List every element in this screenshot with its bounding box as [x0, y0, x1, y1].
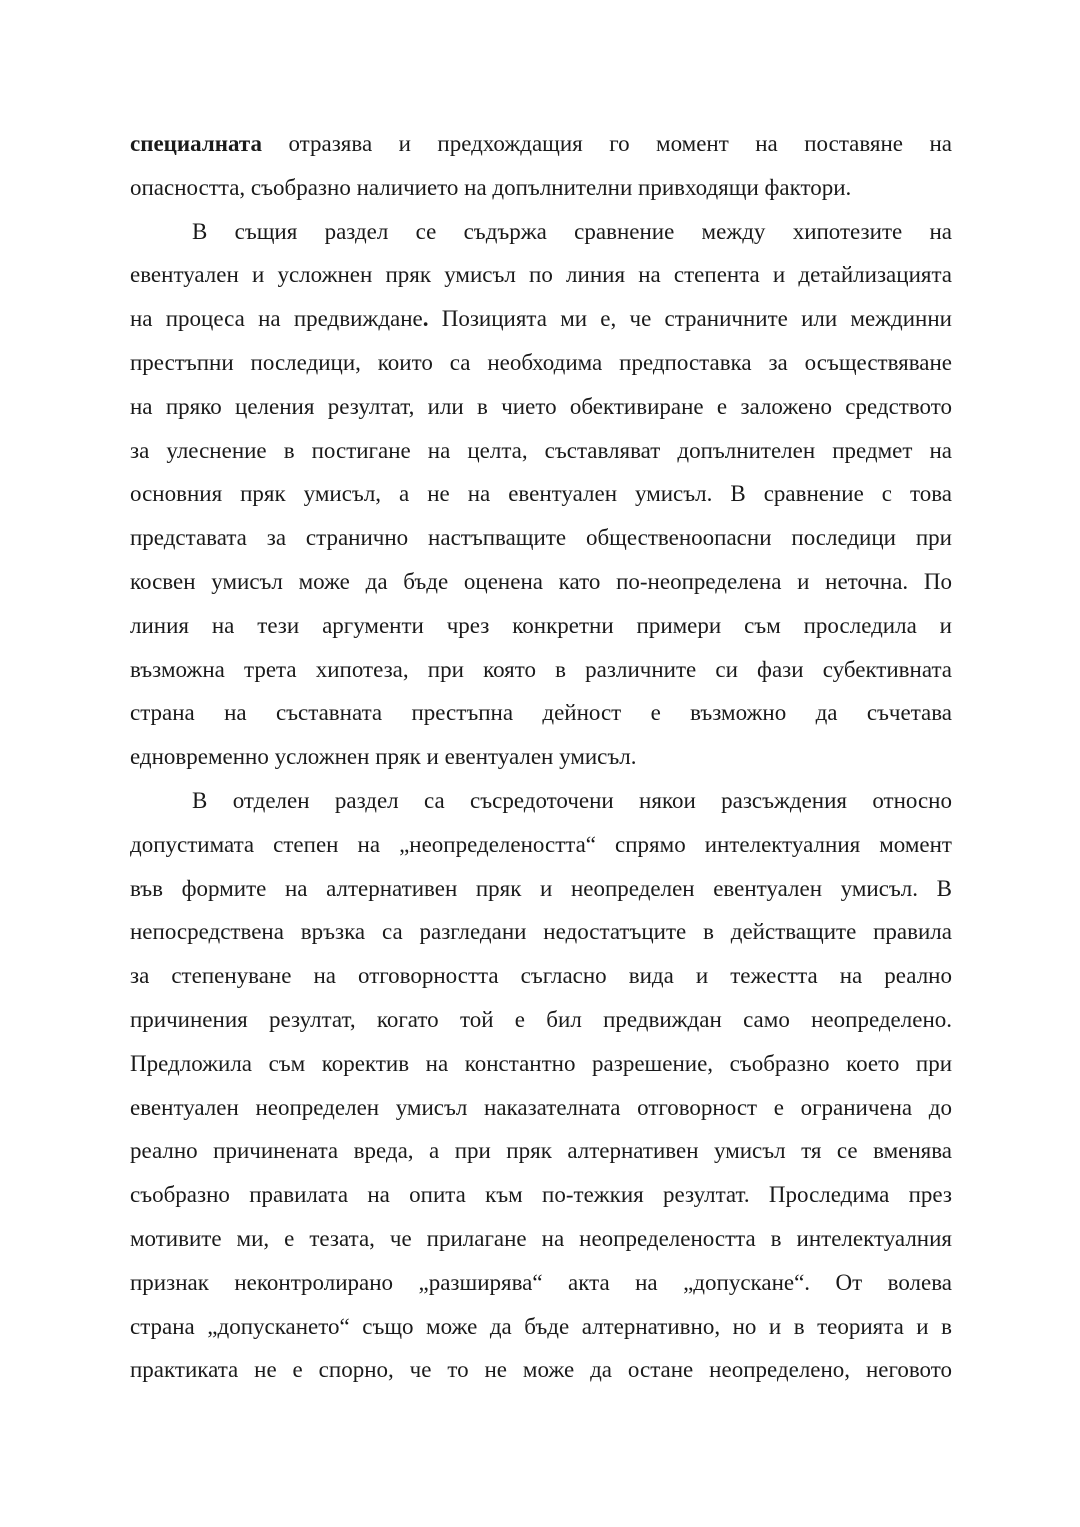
text-line: страна на съставната престъпна дейност е възможно да съчетава [130, 700, 952, 726]
text-line: основния пряк умисъл, а не на евентуален умисъл. В сравнение с това [130, 481, 952, 507]
text-line: косвен умисъл може да бъде оценена като по-неопределена и неточна. По [130, 568, 952, 594]
text-line: В същия раздел се съдържа сравнение между хипотезите на [192, 218, 952, 244]
text-line: едновременно усложнен пряк и евентуален умисъл. [130, 744, 637, 770]
paragraph-1 [130, 122, 952, 210]
text-line: евентуален и усложнен пряк умисъл по линия на степента и детайлизацията [130, 262, 952, 288]
text-line: за степенуване на отговорността съгласно вида и тежестта на реално [130, 963, 952, 989]
text-line: на процеса на предвиждане. Позицията ми е, че страничните или междинни [130, 306, 952, 332]
text-line: причинения резултат, когато той е бил предвиждан само неопределено. [130, 1006, 952, 1032]
text-line: евентуален неопределен умисъл наказателната отговорност е ограничена до [130, 1094, 952, 1120]
text-line: линия на тези аргументи чрез конкретни примери съм проследила и [130, 612, 952, 638]
text-line: във формите на алтернативен пряк и неопределен евентуален умисъл. В [130, 875, 952, 901]
text-line: възможна трета хипотеза, при която в различните си фази субективната [130, 656, 952, 682]
text-line: мотивите ми, е тезата, че прилагане на неопределеността в интелектуалния [130, 1225, 952, 1251]
text-line: представата за странично настъпващите общественоопасни последици при [130, 525, 952, 551]
text-line: признак неконтролирано „разширява“ акта на „допускане“. От волева [130, 1269, 952, 1295]
paragraph-3 [130, 779, 952, 1392]
text-line: реално причинената вреда, а при пряк алтернативен умисъл тя се вменява [130, 1138, 952, 1164]
text-line: на пряко целения резултат, или в чието обективиране е заложено средството [130, 393, 952, 419]
text-line: опасността, съобразно наличието на допълнителни привходящи фактори. [130, 174, 852, 200]
paragraph-2 [130, 210, 952, 779]
text-line: специалната отразява и предхождащия го момент на поставяне на [130, 131, 952, 156]
document-body [130, 122, 952, 1392]
text-line: страна „допускането“ също може да бъде алтернативно, но и в теорията и в [130, 1313, 952, 1339]
text-line: престъпни последици, които са необходима предпоставка за осъществяване [130, 349, 952, 375]
text-line: В отделен раздел са съсредоточени някои разсъждения относно [192, 787, 952, 813]
text-line: допустимата степен на „неопределеността“ спрямо интелектуалния момент [130, 831, 952, 857]
bold-term: специалната [130, 131, 263, 156]
text-line: практиката не е спорно, че то не може да остане неопределено, неговото [130, 1357, 952, 1383]
text-line: съобразно правилата на опита към по-тежкия резултат. Проследима през [130, 1182, 952, 1208]
text-line: Предложила съм коректив на константно разрешение, съобразно което при [130, 1050, 952, 1076]
text-line: непосредствена връзка са разгледани недостатъците в действащите правила [130, 919, 952, 945]
text-line: за улеснение в постигане на целта, съставляват допълнителен предмет на [130, 437, 952, 463]
